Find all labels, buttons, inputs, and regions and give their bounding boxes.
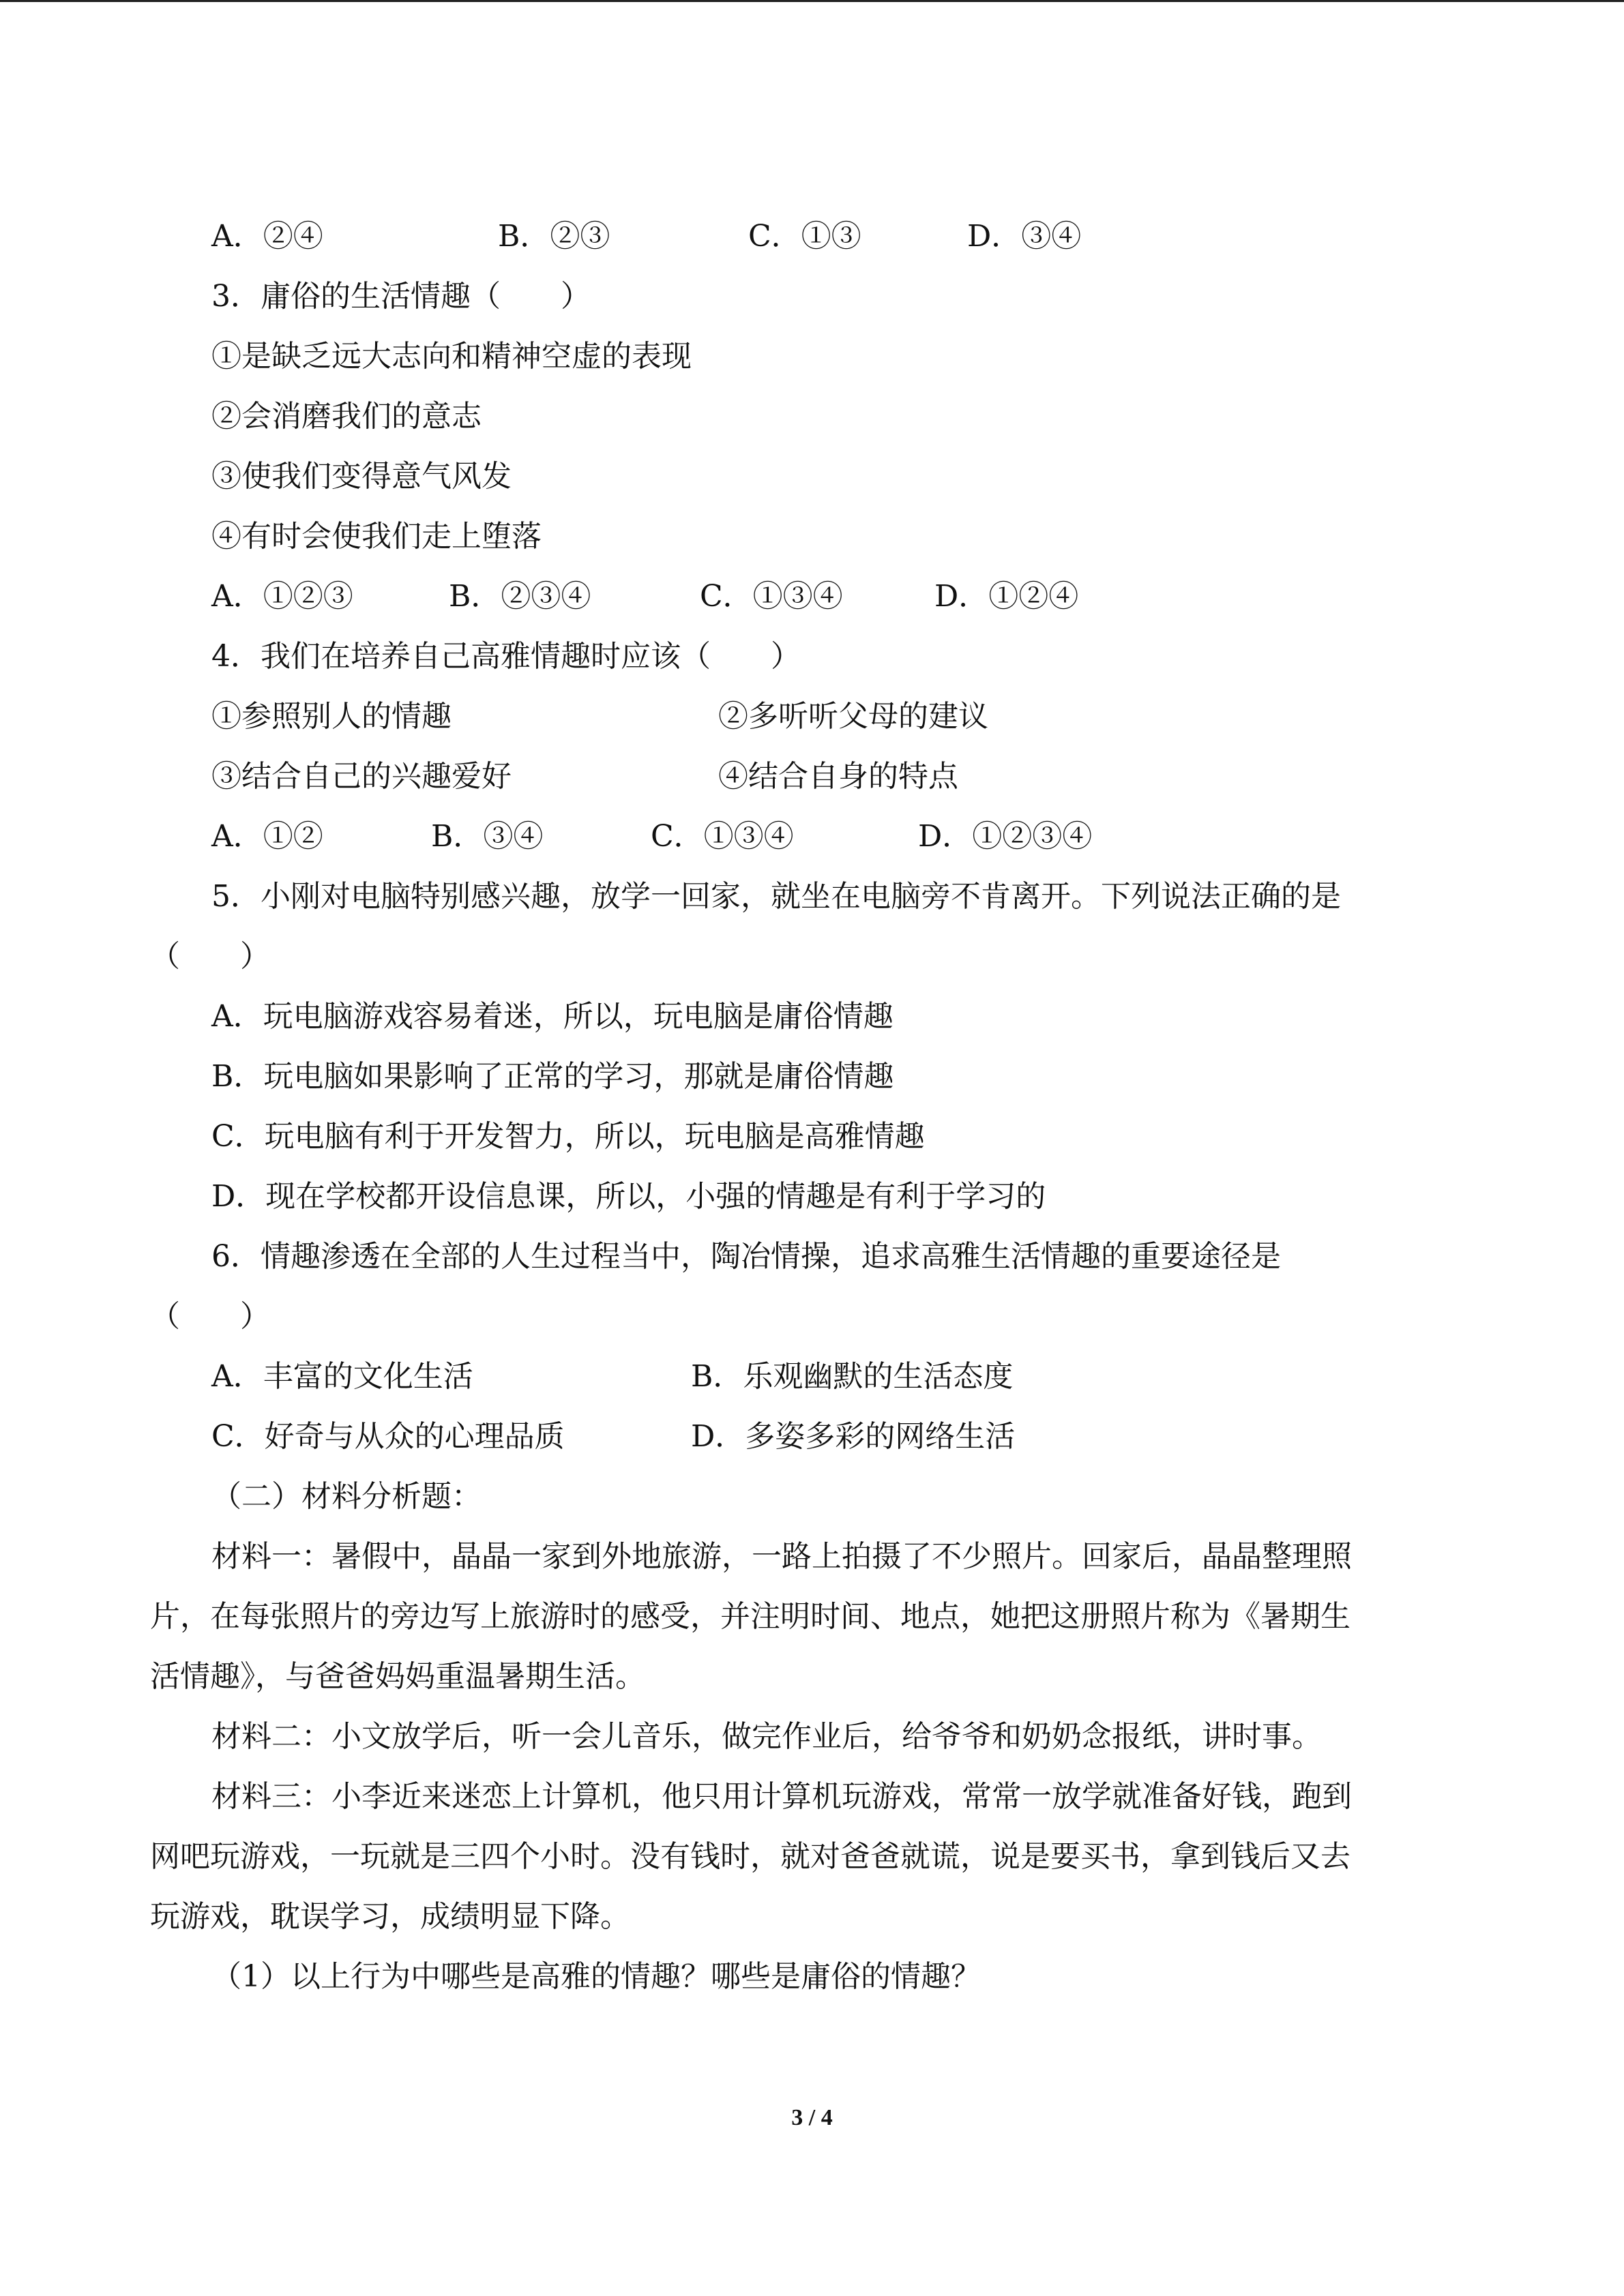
material3-line-2: 网吧玩游戏，一玩就是三四个小时。没有钱时，就对爸爸就谎，说是要买书，拿到钱后又去 <box>150 1839 1350 1874</box>
material1-line-1: 材料一：暑假中，晶晶一家到外地旅游，一路上拍摄了不少照片。回家后，晶晶整理照 <box>211 1539 1352 1574</box>
q3-option-b: B．②③④ <box>449 579 591 614</box>
material1-line-2: 片，在每张照片的旁边写上旅游时的感受，并注明时间、地点，她把这册照片称为《暑期生 <box>150 1599 1350 1634</box>
q2-option-b: B．②③ <box>498 219 610 254</box>
q2-option-d: D．③④ <box>967 219 1082 254</box>
question-1: （1）以上行为中哪些是高雅的情趣？哪些是庸俗的情趣？ <box>211 1959 981 1994</box>
q2-option-c: C．①③ <box>748 219 861 254</box>
top-border-rule <box>0 0 1624 2</box>
q6-option-a: A．丰富的文化生活 <box>211 1359 473 1394</box>
q3-item-1: ①是缺乏远大志向和精神空虚的表现 <box>211 339 692 374</box>
q4-option-b: B．③④ <box>431 819 544 854</box>
q5-option-c: C．玩电脑有利于开发智力，所以，玩电脑是高雅情趣 <box>211 1119 925 1154</box>
q6-stem: 6．情趣渗透在全部的人生过程当中，陶冶情操，追求高雅生活情趣的重要途径是 <box>211 1239 1281 1274</box>
q4-item-2: ②多听听父母的建议 <box>718 699 988 734</box>
q3-stem: 3．庸俗的生活情趣（ ） <box>211 279 591 314</box>
q6-option-c: C．好奇与从众的心理品质 <box>211 1419 565 1454</box>
q6-paren: （ ） <box>150 1299 270 1334</box>
q4-option-a: A．①② <box>211 819 323 854</box>
q5-paren: （ ） <box>150 939 270 974</box>
q3-item-2: ②会消磨我们的意志 <box>211 399 482 434</box>
q5-option-d: D．现在学校都开设信息课，所以，小强的情趣是有利于学习的 <box>211 1179 1046 1214</box>
q6-option-d: D．多姿多彩的网络生活 <box>691 1419 1016 1454</box>
q4-item-3: ③结合自己的兴趣爱好 <box>211 759 512 794</box>
q3-option-d: D．①②④ <box>934 579 1079 614</box>
q4-option-c: C．①③④ <box>651 819 794 854</box>
material2-line: 材料二：小文放学后，听一会儿音乐，做完作业后，给爷爷和奶奶念报纸，讲时事。 <box>211 1719 1322 1754</box>
q3-item-4: ④有时会使我们走上堕落 <box>211 519 542 554</box>
q3-option-c: C．①③④ <box>700 579 843 614</box>
material3-line-3: 玩游戏，耽误学习，成绩明显下降。 <box>150 1899 630 1934</box>
q3-option-a: A．①②③ <box>211 579 353 614</box>
material3-line-1: 材料三：小李近来迷恋上计算机，他只用计算机玩游戏，常常一放学就准备好钱，跑到 <box>211 1779 1352 1814</box>
q5-stem: 5．小刚对电脑特别感兴趣，放学一回家，就坐在电脑旁不肯离开。下列说法正确的是 <box>211 879 1341 914</box>
section2-title: （二）材料分析题： <box>211 1479 482 1514</box>
q2-options <box>211 216 1166 257</box>
q4-item-4: ④结合自身的特点 <box>718 759 958 794</box>
page-number: 3 / 4 <box>791 2105 833 2130</box>
material1-line-3: 活情趣》，与爸爸妈妈重温暑期生活。 <box>150 1659 645 1694</box>
q3-options <box>211 576 1166 617</box>
q3-item-3: ③使我们变得意气风发 <box>211 459 512 494</box>
q5-option-b: B．玩电脑如果影响了正常的学习，那就是庸俗情趣 <box>211 1059 894 1094</box>
q2-option-a: A．②④ <box>211 219 323 254</box>
q4-option-d: D．①②③④ <box>918 819 1093 854</box>
q4-stem: 4．我们在培养自己高雅情趣时应该（ ） <box>211 639 801 674</box>
q6-option-b: B．乐观幽默的生活态度 <box>691 1359 1014 1394</box>
q4-options <box>211 816 1166 857</box>
q4-item-1: ①参照别人的情趣 <box>211 699 452 734</box>
q5-option-a: A．玩电脑游戏容易着迷，所以，玩电脑是庸俗情趣 <box>211 999 894 1034</box>
